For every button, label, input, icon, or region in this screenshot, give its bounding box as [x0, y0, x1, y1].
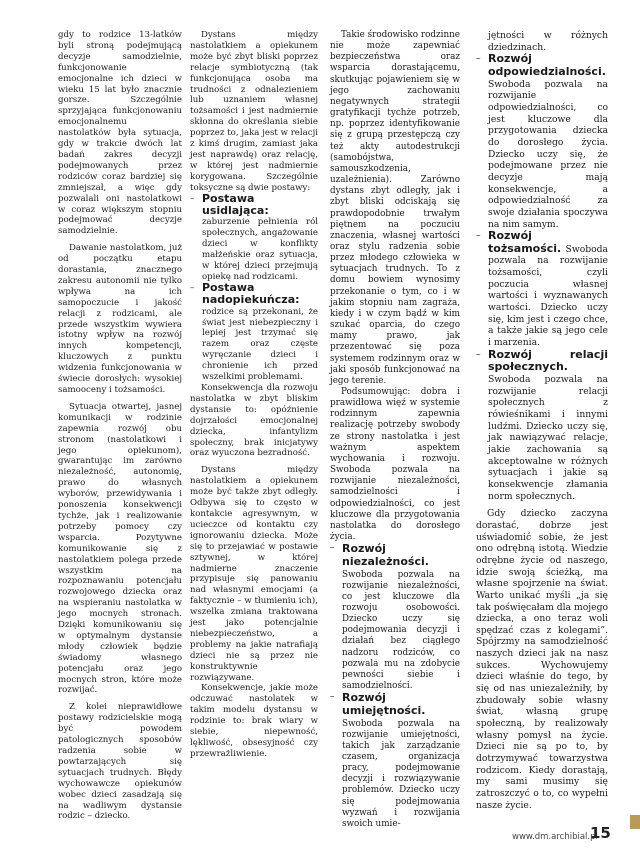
paragraph: Z kolei nieprawidłowe postawy rodzicielskie mogą być powodem patologicznych sposobów radzenia sobie w powtarzających się sytuacjach trudnych. Błędy wychowawcze opiekunów wobec dzieci zasadzają się na wadliwym dystansie rodzic – dziecko. [58, 702, 182, 822]
list-item: – Rozwój niezależności. Swoboda pozwala na rozwijanie niezależności, co jest kluczowe dla rozwoju osobowości. Dziecko uczy się podejmowania decyzji i działań bez ciągłego nadzoru rodziców, co pozwala mu na zdobycie pewności siebie i samodzielności. [330, 542, 460, 692]
paragraph: Gdy dziecko zaczyna dorastać, dobrze jest uświadomić sobie, że jest ono odrębną istotą. Wiedzie odrębne życie od naszego, idzie swoją ścieżką, ma własne spojrzenie na świat. Warto unikać myśli „ja się tak poświęcałam dla mojego dziecka, a ono teraz woli spędzać czas z kolegami”. Spójrzmy na samodzielność naszych dzieci jak na nasz sukces. Wychowujemy dzieci właśnie do tego, by się od nas uniezależniły, by zbudowały sobie własny świat, własną grupę społeczną, by realizowały własny pomysł na życie. Dzieci nie są po to, by dotrzymywać towarzystwa rodzicom. Kiedy dorastają, my sami musimy się zatroszczyć o to, co wypełni nasze życie. [476, 508, 608, 811]
list-item: – Postawa usidlająca: zaburzenie pełnienia ról społecznych, angażowanie dzieci w konflikty małżeńskie oraz sytuacja, w której dzieci przejmują opiekę nad rodzicami. [190, 191, 318, 282]
paragraph: Konsekwencje, jakie może odczuwać nastolatek w takim modelu dystansu w rodzinie to: brak wiary w siebie, niepewność, lękliwość, obsesyjność czy przewrażliwienie. [190, 683, 318, 759]
paragraph: Sytuacja otwartej, jasnej komunikacji w rodzinie zapewnia rozwój obu stronom (nastolatkowi i jego opiekunom), gwarantując im zarówno niezależność, autonomię, prawo do własnych wyborów, przewidywania i ponoszenia konsekwencji tychże, jak i realizowanie potrzeby pomocy czy wsparcia. Pozytywne komunikowanie się z nastolatkiem polega przede wszystkim na rozpoznawaniu potencjału rozwojowego dziecka oraz na wspieraniu nastolatka w jego mocnych stronach. Dzięki komunikowaniu się w optymalnym dystansie młody człowiek będzie świadomy własnego potencjału oraz jego mocnych stron, które może rozwijać. [58, 401, 182, 696]
text-column-4 [476, 30, 608, 811]
list-item-title: Postawa usidlająca: [202, 191, 269, 217]
paragraph: Dystans między nastolatkiem a opiekunem może być zbyt bliski poprzez relacje symbiotyczną (tak funkcjonująca osoba ma trudności z odnalezieniem lub uznaniem własnej tożsamości i jest nadmiernie skłonna do określania siebie poprzez to, jaka jest w relacji z kimś drugim, zamiast jaka jest naprawdę) oraz relację, w której jest nadmiernie korygowana. Szczególnie toksyczne są dwie postawy: [190, 30, 318, 193]
page-edge-accent [630, 815, 640, 829]
list-item-text: zaburzenie pełnienia ról społecznych, angażowanie dzieci w konflikty małżeńskie oraz sytuacja, w której dzieci przejmują opiekę nad rodzicami. [202, 217, 318, 282]
bullet-list [190, 191, 318, 383]
bullet-list [476, 53, 608, 502]
page-number: 15 [590, 824, 611, 842]
paragraph: Takie środowisko rodzinne nie może zapewniać bezpieczeństwa oraz wsparcia dorastającemu, skutkując pojawieniem się w jego zachowaniu negatywnych strategii gratyfikacji tychże potrzeb, np. poprzez identyfikowanie się z grupą przestępczą czy też akty autodestrukcji (samobójstwa, samouszkodzenia, uzależnienia). Zarówno dystans zbyt odległy, jak i zbyt bliski odciskają się prawdopodobnie trwałym piętnem na poczuciu znaczenia, własnej wartości oraz stylu radzenia sobie przez młodego człowieka w sytuacjach trudnych. To z domu bowiem wynosimy przekonanie o tym, co i w jakim stopniu nam zagraża, kiedy i w czym bądź w kim szukać oparcia, do czego mamy prawo, jak przezentować się poza systemem rodzinnym oraz w jaki sposób funkcjonować na jego terenie. [330, 30, 460, 386]
text-column-1 [58, 30, 182, 822]
list-item-text: Swoboda pozwala na rozwijanie tożsamości, czyli poczucia własnej wartości i wyznawanych wartości. Dziecko uczy się, kim jest i czego chce, a także jakie są jego cele i marzenia. [488, 243, 608, 349]
footer-url: www.dm.archibial.pl [512, 832, 598, 842]
list-item-text: Swoboda pozwala na rozwijanie niezależności, co jest kluczowe dla rozwoju osobowości. Dziecko uczy się podejmowania decyzji i działań bez ciągłego nadzoru rodziców, co pozwala mu na zdobycie pewności siebie i samodzielności. [342, 569, 460, 692]
list-item: – Postawa nadopiekuńcza: rodzice są przekonani, że świat jest niebezpieczny i lepiej jest trzymać się razem oraz częste wyręczanie dzieci i chronienie ich przed wszelkimi problemami. [190, 280, 318, 383]
list-item-title: Rozwój niezależności. [342, 542, 429, 569]
paragraph: Dystans między nastolatkiem a opiekunem może być także zbyt odległy. Odbywa się to często w kontakcie agresywnym, w ucieczce od kontaktu czy ignorowaniu dziecka. Może się to przejawiać w postawie sztywnej, w której nadmierne znaczenie przypisuje się panowaniu nad własnymi emocjami (a faktycznie – w tłumieniu ich), wszelka zmiana traktowana jest jako potencjalnie niebezpieczeństwo, a problemy na jakie natrafiają dzieci nie są przez nie konstruktywnie rozwiązywane. [190, 465, 318, 683]
list-item-title: Postawa nadopiekuńcza: [202, 280, 300, 306]
paragraph: Konsekwencja dla rozwoju nastolatka w zbyt bliskim dystansie to: opóźnienie dojrzałości emocjonalnej dziecka, infantylizm społeczny, brak inicjatywy oraz wyuczona bezradność. [190, 383, 318, 459]
list-item-text: rodzice są przekonani, że świat jest niebezpieczny i lepiej jest trzymać się razem oraz częste wyręczanie dzieci i chronienie ich przed wszelkimi problemami. [202, 306, 318, 383]
list-item-text: Swoboda pozwala na rozwijanie umiejętności, takich jak zarządzanie czasem, organizacja pracy, podejmowanie decyzji i rozwiązywanie problemów. Dziecko uczy się podejmowania wyzwań i rozwijania swoich umie- [342, 718, 460, 829]
list-item-title: Rozwój tożsamości. [488, 229, 562, 255]
list-item-text: Swoboda pozwala na rozwijanie relacji społecznych z rówieśnikami i innymi ludźmi. Dziecko uczy się, jak nawiązywać relacje, jakie zachowania są akceptowalne w różnych sytuacjach i jakie są konsekwencje złamania norm społecznych. [488, 374, 608, 502]
bullet-list [330, 543, 460, 830]
list-item-title: Rozwój umiejętności. [342, 691, 426, 718]
paragraph: gdy to rodzice 13-latków byli stroną podejmującą decyzje samodzielnie, funkcjonowanie emocjonalne ich dzieci w wieku 15 lat było znacznie gorsze. Szczególnie sprzyjająca funkcjonowaniu emocjonalnemu nastolatków była sytuacja, gdy w trakcie dwóch lat badań zakres decyzji podejmowanych przez rodziców coraz bardziej się zmniejszał, a więc gdy pozwalali oni nastolatkowi w coraz większym stopniu podejmować decyzje samodzielnie. [58, 30, 182, 237]
list-item: – Rozwój umiejętności. Swoboda pozwala na rozwijanie umiejętności, takich jak zarządzanie czasem, organizacja pracy, podejmowanie decyzji i rozwiązywanie problemów. Dziecko uczy się podejmowania wyzwań i rozwijania swoich umie- [330, 691, 460, 829]
text-column-3 [330, 30, 460, 830]
paragraph: jętności w różnych dziedzinach. [488, 30, 608, 53]
text-column-2 [190, 30, 318, 760]
list-item: – Rozwój tożsamości. Swoboda pozwala na rozwijanie tożsamości, czyli poczucia własnej wartości i wyznawanych wartości. Dziecko uczy się, kim jest i czego chce, a także jakie są jego cele i marzenia. [476, 229, 608, 349]
paragraph: Podsumowując: dobra i prawidłowa więź w systemie rodzinnym zapewnia realizację potrzeby swobody ze strony nastolatka i jest ważnym aspektem wychowania i rozwoju. Swoboda pozwala na rozwijanie niezależności, samodzielności i odpowiedzialności, co jest kluczowe dla przygotowania nastolatka do dorosłego życia. [330, 387, 460, 543]
paragraph: Dawanie nastolatkom, już od początku etapu dorastania, znacznego zakresu autonomii nie tylko wpływa na ich samopoczucie i jakość relacji z rodzicami, ale przede wszystkim wywiera istotny wpływ na rozwój innych kompetencji, kluczowych z punktu widzenia funkcjonowania w świecie dorosłych: wysokiej samooceny i tożsamości. [58, 243, 182, 395]
list-item: – Rozwój odpowiedzialności. Swoboda pozwala na rozwijanie odpowiedzialności, co jest kluczowe dla przygotowania dziecka do dorosłego życia. Dziecko uczy się, że podejmowane przez nie decyzje mają konsekwencje, a odpowiedzialność za swoje działania spoczywa na nim samym. [476, 52, 608, 230]
list-item-title: Rozwój relacji społecznych. [488, 347, 608, 374]
list-item: – Rozwój relacji społecznych. Swoboda pozwala na rozwijanie relacji społecznych z rówieśnikami i innymi ludźmi. Dziecko uczy się, jak nawiązywać relacje, jakie zachowania są akceptowalne w różnych sytuacjach i jakie są konsekwencje złamania norm społecznych. [476, 347, 608, 502]
list-item-text: Swoboda pozwala na rozwijanie odpowiedzialności, co jest kluczowe dla przygotowania dziecka do dorosłego życia. Dziecko uczy się, że podejmowane przez nie decyzje mają konsekwencje, a odpowiedzialność za swoje działania spoczywa na nim samym. [488, 78, 608, 230]
list-item-title: Rozwój odpowiedzialności. [488, 52, 606, 78]
